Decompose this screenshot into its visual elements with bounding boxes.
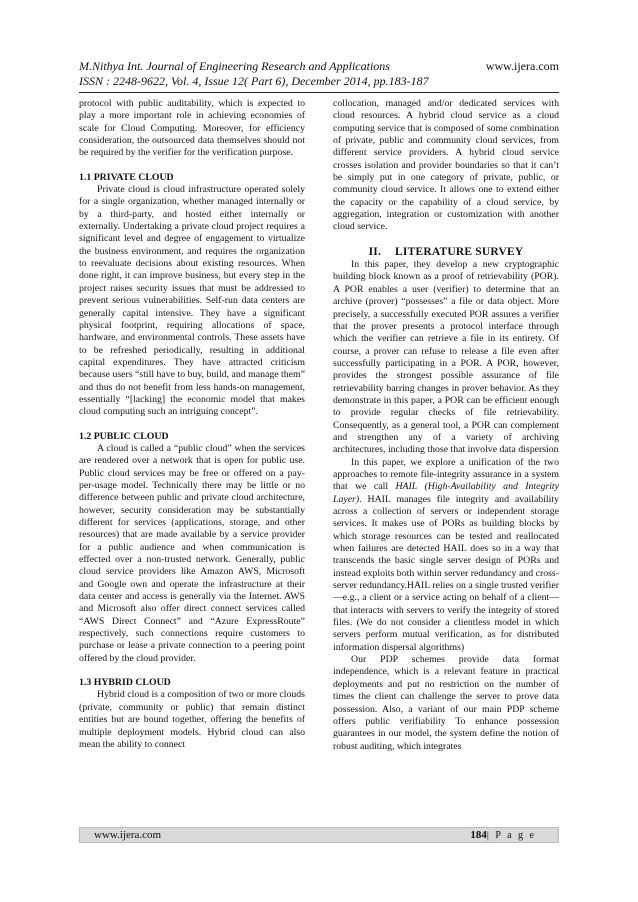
right-column [333,98,559,753]
section-number: II. [368,245,382,258]
footer-website: www.ijera.com [94,829,162,841]
hybrid-continued-paragraph: collocation, managed and/or dedicated services with cloud resources. A hybrid cloud service as a cloud computing service that is composed of some combination of private, public and community cloud services, from different service providers. A hybrid cloud service crosses isolation and provider boundaries so that it can’t be simply put in one category of private, public, or community cloud service. It allows one to extend either the capacity or the capability of a cloud service, by aggregation, integration or customization with another cloud service. [333,98,559,233]
left-column [79,98,305,751]
page-footer [79,827,559,843]
paragraph-hybrid-cloud: Hybrid cloud is a composition of two or more clouds (private, community or public) that remain distinct entities but are bound together, offering the benefits of multiple deployment models. Hybrid cloud can also mean the ability to connect [79,689,305,750]
paragraph-public-cloud: A cloud is called a “public cloud” when the services are rendered over a network that is open for public use. Public cloud services may be free or offered on a pay-per-usage model. Technically there may be little or no difference between public and private cloud architecture, however, security consideration may be substantially different for services (applications, storage, and other resources) that are made available by a service provider for a public audience and when communication is effected over a non-trusted network. Generally, public cloud service providers like Amazon AWS, Microsoft and Google own and operate the infrastructure at their data center and access is generally via the Internet. AWS and Microsoft also offer direct connect services called “AWS Direct Connect” and “Azure ExpressRoute” respectively, such connections require customers to purchase or lease a private connection to a peering point offered by the cloud provider. [79,442,305,664]
journal-title: M.Nithya Int. Journal of Engineering Research and Applications [79,59,390,73]
hail-text-end: . HAIL manages file integrity and availability across a collection of servers or independent storage services. It makes use of PORs as building blocks by which storage resources can be tested and reallocated when failures are detected HAIL does so in a way that transcends the basic single server design of PORs and instead exploits both within server redundancy and cross-server redundancy.HAIL relies on a single trusted verifier—e.g., a client or a service acting on behalf of a client—that interacts with servers to verify the integrity of stored files. (We do not consider a clientless model in which servers perform mutual verification, as for distributed information dispersal algorithms) [333,493,559,653]
paragraph-por: In this paper, they develop a new cryptographic building block known as a proof of retrievability (POR). A POR enables a user (verifier) to determine that an archive (prover) “possesses” a file or data object. More precisely, a successfully executed POR assures a verifier that the prover presents a protocol interface through which the verifier can retrieve a file in its entirety. Of course, a prover can refuse to release a file even after successfully participating in a POR. A POR, however, provides the strongest possible assurance of file retrievability barring changes in prover behavior. As they demonstrate in this paper, a POR can be efficient enough to provide regular checks of file retrievability. Consequently, as a general tool, a POR can complement and strengthen any of a variety of archiving architectures, including those that involve data dispersion [333,259,559,456]
section-heading-literature-survey [333,246,559,258]
page-number: 184 [470,829,487,841]
intro-paragraph: protocol with public auditability, which is expected to play a more important role in achieving economies of scale for Cloud Computing. Moreover, for efficiency consideration, the outsourced data themselves should not be required by the verifier for the verification purpose. [79,98,305,159]
running-header [79,59,559,89]
paragraph-private-cloud: Private cloud is cloud infrastructure operated solely for a single organization, whether managed internally or by a third-party, and hosted either internally or externally. Undertaking a private cloud project requires a significant level and degree of engagement to virtualize the business environment, and requires the organization to reevaluate decisions about existing resources. When done right, it can improve business, but every step in the project raises security issues that must be addressed to prevent serious vulnerabilities. Self-run data centers are generally capital intensive. They have a significant physical footprint, requiring allocations of space, hardware, and environmental controls. These assets have to be refreshed periodically, resulting in additional capital expenditures. They have attracted criticism because users “still have to buy, build, and manage them” and thus do not benefit from less hands-on management, essentially “[lacking] the economic model that makes cloud computing such an intriguing concept”. [79,184,305,418]
paragraph-hail [333,457,559,655]
heading-private-cloud: 1.1 PRIVATE CLOUD [79,171,174,183]
section-title: LITERATURE SURVEY [395,245,524,258]
paragraph-pdp: Our PDP schemes provide data format independence, which is a relevant feature in practical deployments and put no restriction on the number of times the client can challenge the server to prove data possession. Also, a variant of our main PDP scheme offers public verifiability To enhance possession guarantees in our model, the system define the notion of robust auditing, which integrates [333,654,559,752]
issn-line: ISSN : 2248-9622, Vol. 4, Issue 12( Part 6), December 2014, pp.183-187 [79,74,429,88]
heading-hybrid-cloud: 1.3 HYBRID CLOUD [79,677,171,689]
header-website: www.ijera.com [485,59,559,73]
heading-public-cloud: 1.2 PUBLIC CLOUD [79,430,169,442]
header-divider [79,92,559,93]
footer-page [470,828,536,843]
hail-text-start: In this paper, we explore a unification of the two approaches to remote file-integrity assurance in a system that we call [333,456,559,493]
page-label: | P a g e [486,830,536,841]
hail-italic-term: HAIL (High-Availability and Integrity Layer) [333,481,560,505]
